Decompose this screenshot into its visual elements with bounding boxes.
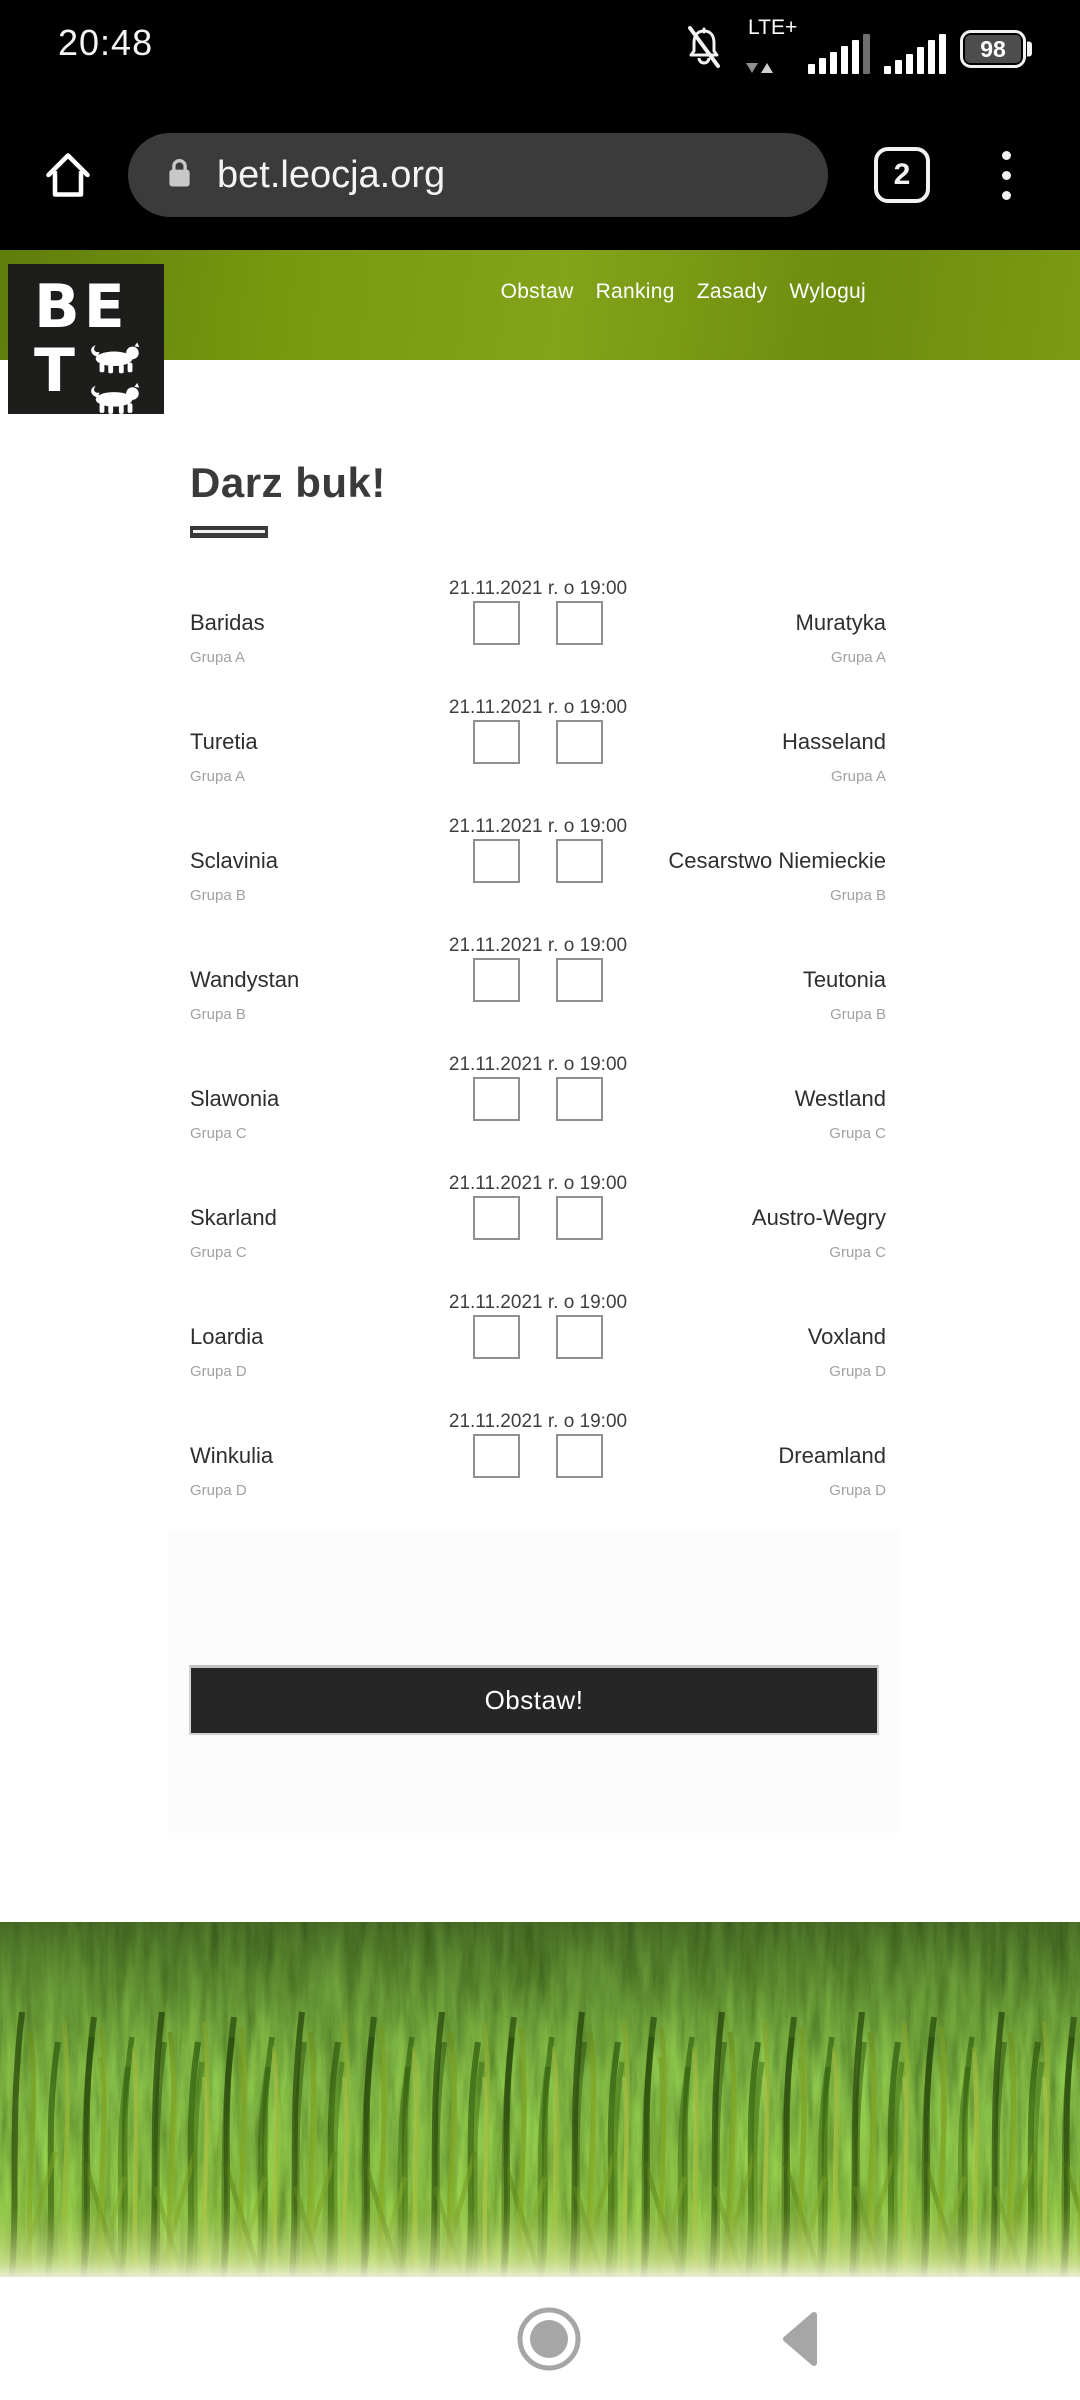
tab-switcher-button[interactable] bbox=[874, 147, 930, 203]
home-team-name: Winkulia bbox=[190, 1443, 274, 1468]
site-nav bbox=[501, 280, 866, 304]
android-top-bar bbox=[0, 0, 1080, 250]
home-team-name: Loardia bbox=[190, 1324, 264, 1349]
away-score-input[interactable] bbox=[556, 720, 603, 764]
back-button[interactable] bbox=[780, 2312, 820, 2366]
home-team-name: Turetia bbox=[190, 729, 258, 754]
home-team-name: Wandystan bbox=[190, 967, 300, 992]
away-group-label: Grupa A bbox=[830, 649, 886, 666]
away-team-name: Cesarstwo Niemieckie bbox=[668, 848, 886, 873]
lions-emblem-icon bbox=[87, 342, 145, 414]
browser-menu-button[interactable] bbox=[1002, 151, 1011, 200]
match-row bbox=[190, 816, 886, 905]
home-group-label: Grupa C bbox=[190, 1125, 247, 1142]
home-score-input[interactable] bbox=[473, 1434, 520, 1478]
away-team-name: Westland bbox=[794, 1086, 886, 1111]
nav-link-zasady[interactable]: Zasady bbox=[696, 280, 768, 303]
home-score-input[interactable] bbox=[473, 1196, 520, 1240]
away-group-label: Grupa C bbox=[829, 1125, 886, 1142]
match-row bbox=[190, 1292, 886, 1381]
logo-text-bottom: T bbox=[34, 336, 79, 406]
away-score-input[interactable] bbox=[556, 1196, 603, 1240]
submit-bets-button[interactable]: Obstaw! bbox=[189, 1665, 879, 1735]
away-team-name: Voxland bbox=[807, 1324, 886, 1349]
tab-count: 2 bbox=[893, 158, 911, 191]
match-datetime: 21.11.2021 r. o 19:00 bbox=[448, 1292, 628, 1313]
home-score-input[interactable] bbox=[473, 1315, 520, 1359]
heading-underline bbox=[190, 526, 268, 538]
lock-icon bbox=[166, 156, 193, 195]
home-group-label: Grupa C bbox=[190, 1244, 247, 1261]
away-score-input[interactable] bbox=[556, 1077, 603, 1121]
away-team-name: Teutonia bbox=[802, 967, 886, 992]
status-time: 20:48 bbox=[58, 22, 154, 63]
bet-form-footer bbox=[168, 1530, 900, 1833]
match-datetime: 21.11.2021 r. o 19:00 bbox=[448, 697, 628, 718]
nav-link-ranking[interactable]: Ranking bbox=[595, 280, 675, 303]
match-row bbox=[190, 1411, 886, 1500]
away-score-input[interactable] bbox=[556, 601, 603, 645]
notifications-muted-icon bbox=[684, 20, 724, 76]
match-row bbox=[190, 1054, 886, 1143]
away-score-input[interactable] bbox=[556, 958, 603, 1002]
nav-link-wyloguj[interactable]: Wyloguj bbox=[789, 280, 866, 303]
home-group-label: Grupa A bbox=[190, 768, 246, 785]
logo-text-top: BE bbox=[34, 272, 129, 342]
match-row bbox=[190, 697, 886, 786]
away-score-input[interactable] bbox=[556, 1315, 603, 1359]
android-navigation-bar bbox=[0, 2277, 1080, 2400]
address-bar[interactable] bbox=[128, 133, 828, 217]
browser-home-button[interactable] bbox=[42, 149, 94, 201]
url-text: bet.leocja.org bbox=[217, 153, 446, 196]
battery-indicator bbox=[960, 30, 1026, 68]
home-team-name: Slawonia bbox=[190, 1086, 280, 1111]
match-datetime: 21.11.2021 r. o 19:00 bbox=[448, 1173, 628, 1194]
network-type-label: LTE+ bbox=[748, 16, 798, 39]
back-triangle-icon bbox=[780, 2312, 820, 2366]
page-content bbox=[0, 360, 1080, 1922]
away-group-label: Grupa D bbox=[829, 1363, 886, 1380]
home-button[interactable] bbox=[516, 2306, 582, 2372]
home-team-name: Sclavinia bbox=[190, 848, 279, 873]
away-team-name: Hasseland bbox=[782, 729, 886, 754]
away-group-label: Grupa D bbox=[829, 1482, 886, 1499]
home-score-input[interactable] bbox=[473, 958, 520, 1002]
battery-percent: 98 bbox=[980, 35, 1006, 62]
home-group-label: Grupa A bbox=[190, 649, 246, 666]
status-icons bbox=[684, 16, 1034, 76]
away-group-label: Grupa A bbox=[830, 768, 886, 785]
away-team-name: Muratyka bbox=[795, 610, 886, 635]
away-team-name: Austro-Wegry bbox=[751, 1205, 886, 1230]
home-group-label: Grupa B bbox=[190, 1006, 246, 1023]
data-activity-arrows-icon bbox=[746, 63, 773, 73]
grass-footer-image bbox=[0, 1922, 1080, 2277]
match-row bbox=[190, 578, 886, 667]
site-logo[interactable] bbox=[8, 264, 164, 414]
home-team-name: Baridas bbox=[190, 610, 265, 635]
home-group-label: Grupa D bbox=[190, 1363, 247, 1380]
signal-bars-icon bbox=[808, 34, 870, 74]
match-datetime: 21.11.2021 r. o 19:00 bbox=[448, 816, 628, 837]
match-list bbox=[190, 578, 886, 1500]
away-score-input[interactable] bbox=[556, 1434, 603, 1478]
match-row bbox=[190, 935, 886, 1024]
away-group-label: Grupa B bbox=[830, 887, 886, 904]
match-datetime: 21.11.2021 r. o 19:00 bbox=[448, 935, 628, 956]
mobile-signal-primary bbox=[738, 18, 870, 76]
home-group-label: Grupa B bbox=[190, 887, 246, 904]
home-score-input[interactable] bbox=[473, 839, 520, 883]
match-datetime: 21.11.2021 r. o 19:00 bbox=[448, 1411, 628, 1432]
home-team-name: Skarland bbox=[190, 1205, 277, 1230]
away-team-name: Dreamland bbox=[778, 1443, 886, 1468]
match-datetime: 21.11.2021 r. o 19:00 bbox=[448, 1054, 628, 1075]
away-score-input[interactable] bbox=[556, 839, 603, 883]
site-header bbox=[0, 250, 1080, 406]
nav-link-obstaw[interactable]: Obstaw bbox=[500, 280, 574, 303]
signal-bars-secondary-icon bbox=[884, 18, 946, 76]
away-group-label: Grupa C bbox=[829, 1244, 886, 1261]
home-score-input[interactable] bbox=[473, 1077, 520, 1121]
browser-toolbar bbox=[0, 100, 1080, 250]
home-group-label: Grupa D bbox=[190, 1482, 247, 1499]
home-score-input[interactable] bbox=[473, 720, 520, 764]
home-score-input[interactable] bbox=[473, 601, 520, 645]
home-circle-icon bbox=[516, 2306, 582, 2372]
page-title: Darz buk! bbox=[190, 459, 386, 506]
away-group-label: Grupa B bbox=[830, 1006, 886, 1023]
match-row bbox=[190, 1173, 886, 1262]
match-datetime: 21.11.2021 r. o 19:00 bbox=[448, 578, 628, 599]
